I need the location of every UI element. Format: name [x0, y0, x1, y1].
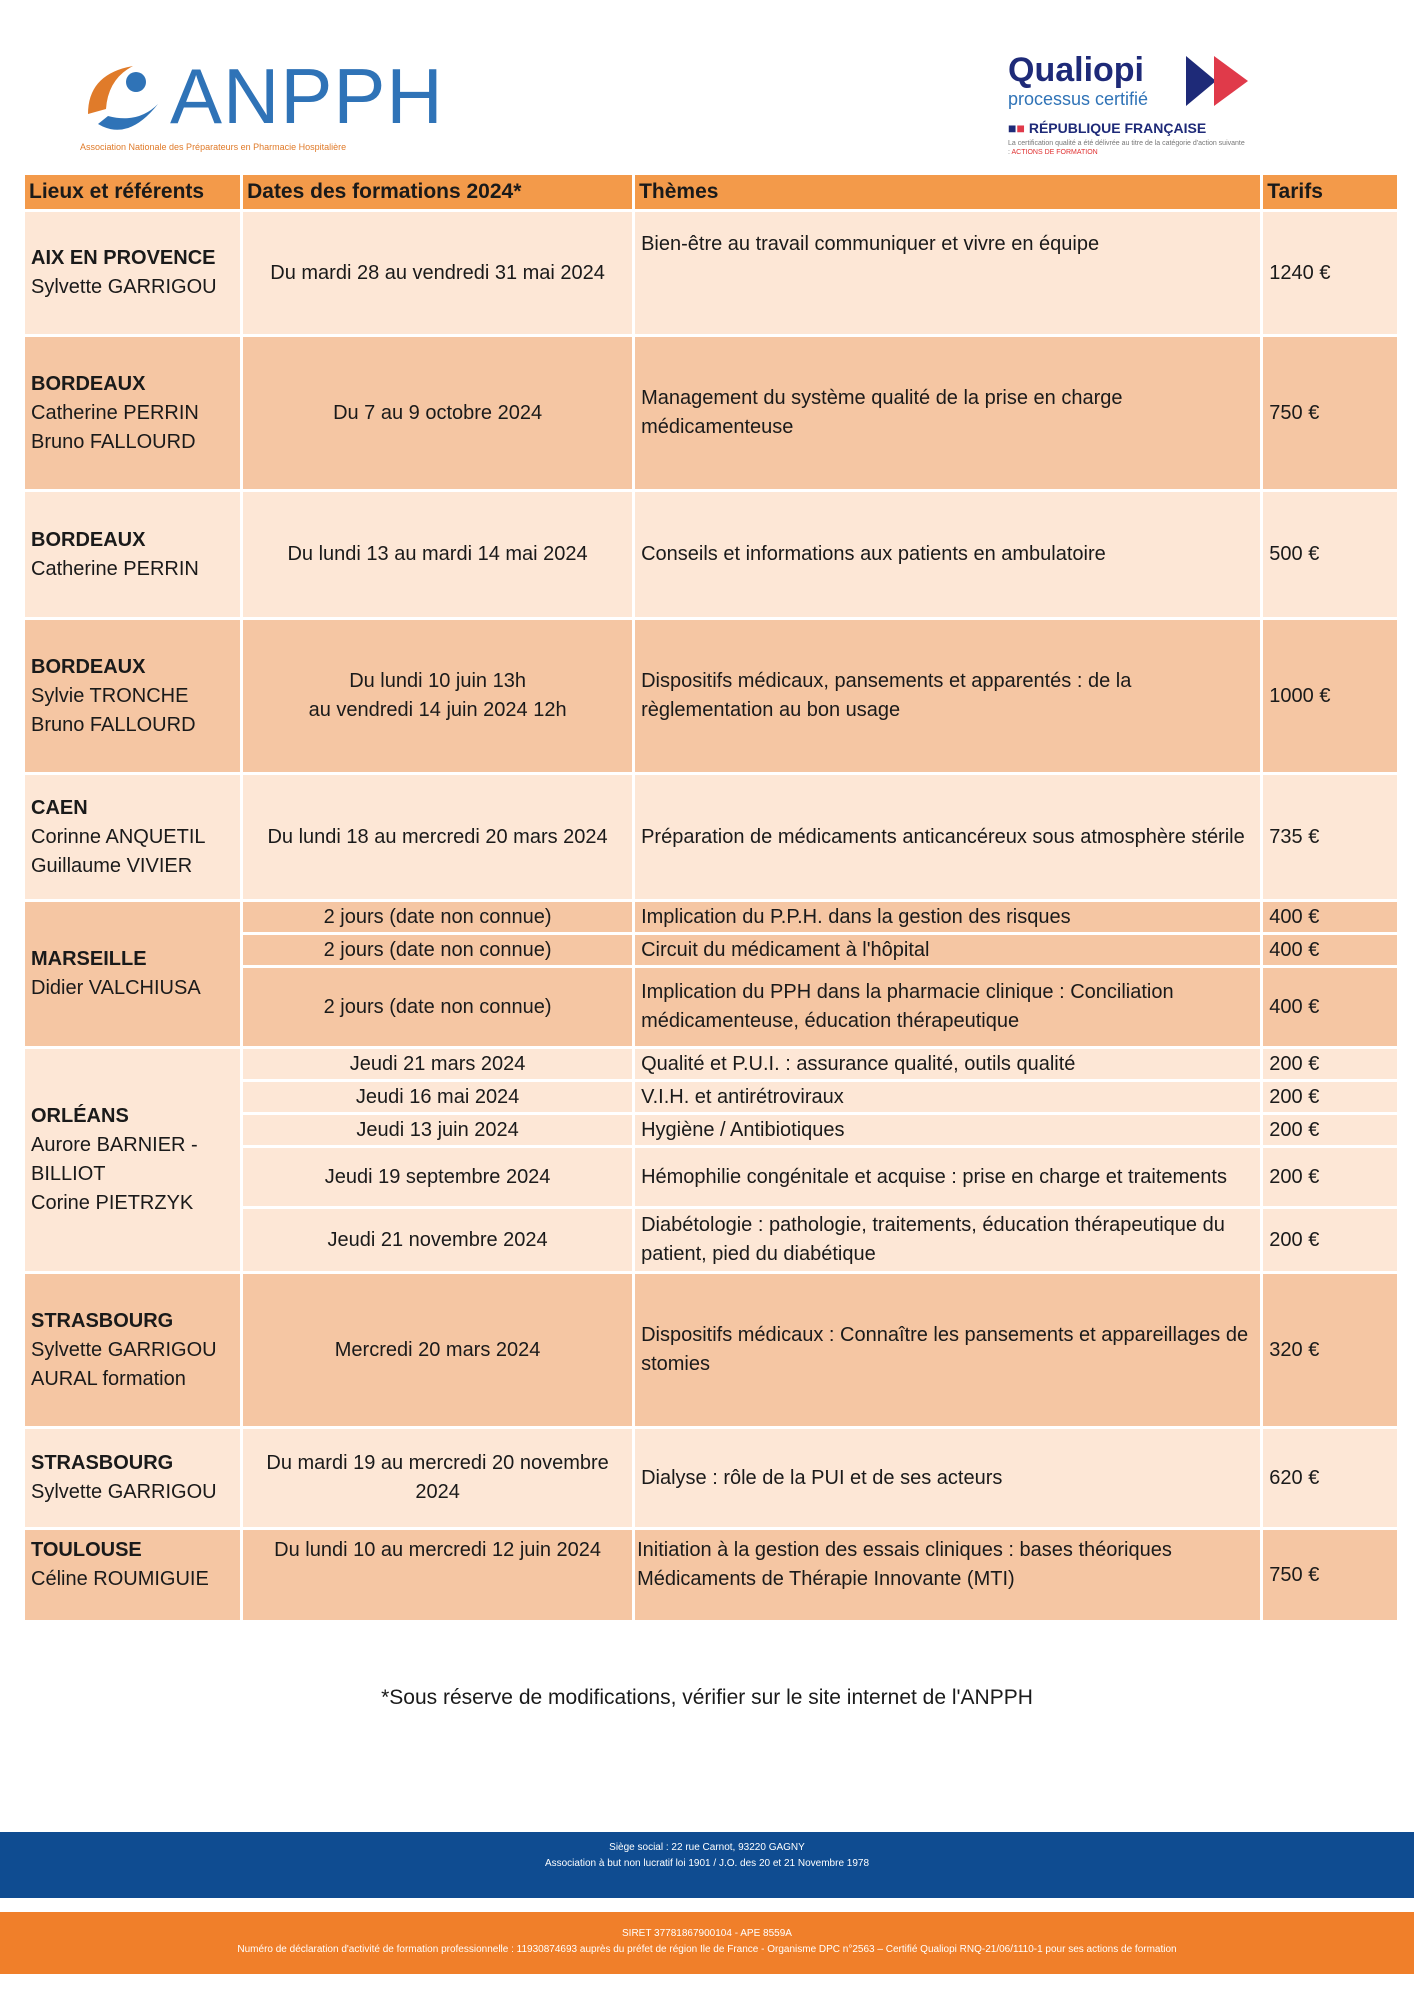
footer-registration-bar — [0, 1912, 1414, 1974]
location-cell: TOULOUSE Céline ROUMIGUIE — [25, 1530, 240, 1620]
theme-cell: Dialyse : rôle de la PUI et de ses acteurs — [635, 1429, 1260, 1527]
table-row — [25, 337, 1397, 489]
qualiopi-subtitle: processus certifié — [1008, 89, 1149, 109]
logo-text: ANPPH — [170, 52, 444, 140]
date-cell: 2 jours (date non connue) — [243, 902, 632, 932]
table-row — [25, 620, 1397, 772]
price-cell: 400 € — [1263, 935, 1397, 965]
price-cell: 200 € — [1263, 1209, 1397, 1271]
price-cell: 400 € — [1263, 902, 1397, 932]
location-cell: MARSEILLE Didier VALCHIUSA — [25, 902, 240, 1046]
location-cell: CAEN Corinne ANQUETIL Guillaume VIVIER — [25, 775, 240, 899]
price-cell: 200 € — [1263, 1148, 1397, 1206]
table-row — [25, 775, 1397, 899]
republique-francaise: ■■ RÉPUBLIQUE FRANÇAISE — [1008, 120, 1207, 136]
anpph-logo-mark-icon — [78, 54, 168, 144]
table-row — [25, 1049, 1397, 1079]
table-row — [25, 1530, 1397, 1620]
col-header-themes: Thèmes — [635, 175, 1260, 209]
table-row — [25, 902, 1397, 932]
price-cell: 750 € — [1263, 1530, 1397, 1620]
theme-cell: Hémophilie congénitale et acquise : prise en charge et traitements — [635, 1148, 1260, 1206]
col-header-dates: Dates des formations 2024* — [243, 175, 632, 209]
location-cell: BORDEAUX Catherine PERRIN Bruno FALLOURD — [25, 337, 240, 489]
date-cell: Jeudi 13 juin 2024 — [243, 1115, 632, 1145]
theme-cell: V.I.H. et antirétroviraux — [635, 1082, 1260, 1112]
location-cell: ORLÉANS Aurore BARNIER - BILLIOT Corine PIETRZYK — [25, 1049, 240, 1271]
date-cell: Du lundi 13 au mardi 14 mai 2024 — [243, 492, 632, 617]
date-cell: Du lundi 18 au mercredi 20 mars 2024 — [243, 775, 632, 899]
location-cell: BORDEAUX Catherine PERRIN — [25, 492, 240, 617]
theme-cell: Qualité et P.U.I. : assurance qualité, outils qualité — [635, 1049, 1260, 1079]
footer-association: Association à but non lucratif loi 1901 / J.O. des 20 et 21 Novembre 1978 — [544, 1858, 870, 1869]
qualiopi-note: La certification qualité a été délivrée au titre de la catégorie d'action suivante : ACTIONS DE FORMATION — [1008, 140, 1245, 156]
date-cell: 2 jours (date non connue) — [243, 968, 632, 1046]
location-cell: AIX EN PROVENCE Sylvette GARRIGOU — [25, 212, 240, 334]
theme-cell: Implication du PPH dans la pharmacie clinique : Conciliation médicamenteuse, éducation thérapeutique — [635, 968, 1260, 1046]
price-cell: 1000 € — [1263, 620, 1397, 772]
price-cell: 320 € — [1263, 1274, 1397, 1426]
theme-cell: Dispositifs médicaux : Connaître les pansements et appareillages de stomies — [635, 1274, 1260, 1426]
location-cell: STRASBOURG Sylvette GARRIGOU — [25, 1429, 240, 1527]
table-row — [25, 1274, 1397, 1426]
price-cell: 400 € — [1263, 968, 1397, 1046]
theme-cell: Préparation de médicaments anticancéreux sous atmosphère stérile — [635, 775, 1260, 899]
price-cell: 500 € — [1263, 492, 1397, 617]
theme-cell: Management du système qualité de la prise en charge médicamenteuse — [635, 337, 1260, 489]
date-cell: Jeudi 21 mars 2024 — [243, 1049, 632, 1079]
table-row — [25, 492, 1397, 617]
price-cell: 620 € — [1263, 1429, 1397, 1527]
date-cell: Du lundi 10 juin 13h au vendredi 14 juin 2024 12h — [243, 620, 632, 772]
footer-declaration: Numéro de déclaration d'activité de formation professionnelle : 11930874693 auprès du préfet de région Ile de France - Organisme DPC n°2563 – Certifié Qualiopi RNQ-21/06/1110-1 pour ses actions de formation — [237, 1944, 1177, 1955]
qualiopi-title: Qualiopi — [1008, 51, 1144, 89]
theme-cell: Hygiène / Antibiotiques — [635, 1115, 1260, 1145]
theme-cell: Conseils et informations aux patients en ambulatoire — [635, 492, 1260, 617]
training-schedule-table — [22, 172, 1400, 1623]
date-cell: 2 jours (date non connue) — [243, 935, 632, 965]
date-cell: Mercredi 20 mars 2024 — [243, 1274, 632, 1426]
table-row — [25, 212, 1397, 334]
footer-siret: SIRET 37781867900104 - APE 8559A — [622, 1928, 792, 1939]
page-header — [0, 0, 1414, 175]
date-cell: Du mardi 19 au mercredi 20 novembre 2024 — [243, 1429, 632, 1527]
price-cell: 200 € — [1263, 1049, 1397, 1079]
price-cell: 200 € — [1263, 1115, 1397, 1145]
price-cell: 750 € — [1263, 337, 1397, 489]
date-cell: Jeudi 16 mai 2024 — [243, 1082, 632, 1112]
location-cell: STRASBOURG Sylvette GARRIGOU AURAL formation — [25, 1274, 240, 1426]
footer-address: Siège social : 22 rue Carnot, 93220 GAGNY — [609, 1842, 805, 1853]
anpph-logo — [78, 50, 458, 160]
theme-cell: Implication du P.P.H. dans la gestion des risques — [635, 902, 1260, 932]
col-header-locations: Lieux et référents — [25, 175, 240, 209]
qualiopi-badge — [1008, 52, 1348, 172]
col-header-prices: Tarifs — [1263, 175, 1397, 209]
table-row — [25, 1429, 1397, 1527]
date-cell: Jeudi 19 septembre 2024 — [243, 1148, 632, 1206]
theme-cell: Dispositifs médicaux, pansements et apparentés : de la règlementation au bon usage — [635, 620, 1260, 772]
date-cell: Du mardi 28 au vendredi 31 mai 2024 — [243, 212, 632, 334]
theme-cell: Diabétologie : pathologie, traitements, éducation thérapeutique du patient, pied du diabétique — [635, 1209, 1260, 1271]
footer-address-bar — [0, 1832, 1414, 1898]
qualiopi-arrows-icon — [1186, 56, 1256, 106]
location-cell: BORDEAUX Sylvie TRONCHE Bruno FALLOURD — [25, 620, 240, 772]
logo-subtitle: Association Nationale des Préparateurs en Pharmacie Hospitalière — [80, 142, 347, 152]
disclaimer-note: *Sous réserve de modifications, vérifier sur le site internet de l'ANPPH — [381, 1686, 1033, 1709]
theme-cell: Initiation à la gestion des essais cliniques : bases théoriques Médicaments de Thérapie Innovante (MTI) — [635, 1530, 1260, 1620]
table-header-row — [25, 175, 1397, 209]
price-cell: 735 € — [1263, 775, 1397, 899]
french-flag-icon: ■ — [1008, 120, 1017, 136]
date-cell: Du 7 au 9 octobre 2024 — [243, 337, 632, 489]
price-cell: 200 € — [1263, 1082, 1397, 1112]
theme-cell: Circuit du médicament à l'hôpital — [635, 935, 1260, 965]
date-cell: Jeudi 21 novembre 2024 — [243, 1209, 632, 1271]
price-cell: 1240 € — [1263, 212, 1397, 334]
theme-cell: Bien-être au travail communiquer et vivre en équipe — [635, 212, 1260, 334]
date-cell: Du lundi 10 au mercredi 12 juin 2024 — [243, 1530, 632, 1620]
